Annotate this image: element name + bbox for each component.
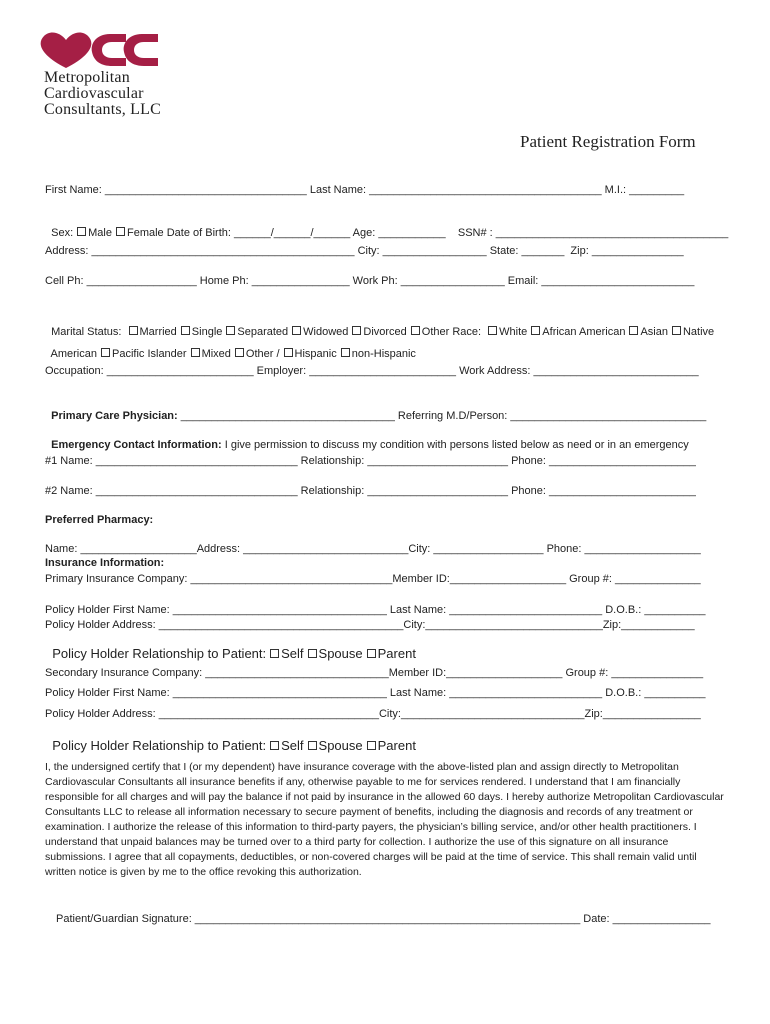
primary-insurance-row[interactable]: Primary Insurance Company: _________________________________Member ID:___________________ Group #: ______________ (45, 573, 701, 585)
male-checkbox[interactable] (77, 227, 86, 236)
contact-1-row[interactable]: #1 Name: _________________________________ Relationship: _______________________ Phone: ________________________ (45, 455, 696, 467)
self-label-2: Self (281, 738, 304, 753)
non-hispanic-label: non-Hispanic (351, 348, 416, 360)
separated-checkbox[interactable] (226, 326, 235, 335)
marital-label: Marital Status: (51, 326, 122, 338)
other-label: Other / (245, 348, 280, 360)
american-label: American (50, 348, 97, 360)
secondary-insurance-row[interactable]: Secondary Insurance Company: ______________________________Member ID:___________________ Group #: _______________ (45, 667, 704, 679)
asian-label: Asian (640, 326, 668, 338)
spouse-checkbox-2[interactable] (308, 741, 317, 750)
pacific-islander-checkbox[interactable] (101, 348, 110, 357)
self-checkbox[interactable] (270, 649, 279, 658)
male-label: Male (88, 227, 112, 239)
separated-label: Separated (237, 326, 289, 338)
white-checkbox[interactable] (488, 326, 497, 335)
divorced-label: Divorced (363, 326, 407, 338)
relationship-row (45, 634, 416, 660)
sex-label: Sex: (51, 227, 74, 239)
spouse-label-2: Spouse (318, 738, 363, 753)
mixed-label: Mixed (201, 348, 231, 360)
logo-text (44, 70, 161, 118)
phone-row[interactable]: Cell Ph: __________________ Home Ph: ________________ Work Ph: _________________ Email: _________________________ (45, 275, 695, 287)
spouse-checkbox[interactable] (308, 649, 317, 658)
single-checkbox[interactable] (181, 326, 190, 335)
female-checkbox[interactable] (116, 227, 125, 236)
signature-row[interactable]: Patient/Guardian Signature: _______________________________________________________________ Date: ________________ (56, 913, 711, 925)
policy-holder-name-row[interactable]: Policy Holder First Name: ___________________________________ Last Name: _________________________ D.O.B.: __________ (45, 604, 706, 616)
race-row-2 (45, 335, 416, 361)
married-checkbox[interactable] (129, 326, 138, 335)
african-american-checkbox[interactable] (531, 326, 540, 335)
other-checkbox[interactable] (235, 348, 244, 357)
secondary-policy-holder-address-row[interactable]: Policy Holder Address: ____________________________________City:______________________________Zip:________________ (45, 708, 701, 720)
married-label: Married (139, 326, 177, 338)
single-label: Single (191, 326, 223, 338)
dob-age-ssn[interactable]: Date of Birth: ______/______/______ Age: ___________ SSN# : ______________________________________ (166, 227, 729, 239)
primary-care-fields[interactable]: ___________________________________ Referring M.D/Person: ________________________________ (177, 410, 707, 422)
form-title: Patient Registration Form (520, 132, 696, 151)
native-label: Native (682, 326, 715, 338)
self-label: Self (281, 646, 304, 661)
mixed-checkbox[interactable] (191, 348, 200, 357)
logo-line-2: Cardiovascular (44, 85, 144, 102)
occupation-row[interactable]: Occupation: ________________________ Employer: ________________________ Work Address: ___________________________ (45, 365, 699, 377)
relationship-row-2 (45, 726, 416, 752)
parent-label-2: Parent (377, 738, 416, 753)
policy-holder-address-row[interactable]: Policy Holder Address: ________________________________________City:_____________________________Zip:____________ (45, 619, 695, 631)
native-checkbox[interactable] (672, 326, 681, 335)
parent-label: Parent (377, 646, 416, 661)
white-label: White (499, 326, 528, 338)
pharmacy-row[interactable]: Name: ___________________Address: ___________________________City: __________________ Phone: ___________________ (45, 543, 701, 555)
self-checkbox-2[interactable] (270, 741, 279, 750)
contact-2-row[interactable]: #2 Name: _________________________________ Relationship: _______________________ Phone: ________________________ (45, 485, 696, 497)
primary-care-row (45, 397, 706, 423)
spouse-label: Spouse (318, 646, 363, 661)
widowed-label: Widowed (303, 326, 349, 338)
asian-checkbox[interactable] (629, 326, 638, 335)
relationship-label: Policy Holder Relationship to Patient: (52, 646, 267, 661)
authorization-paragraph: I, the undersigned certify that I (or my dependent) have insurance coverage with the above-listed plan and assign directly to Metropolitan Cardiovascular Consultants all insurance benefits if any, otherwise payable to me for services rendered. I understand that I am financially responsible for all charges and will pay the balance if not paid by insurance in the allowed 60 days. I hereby authorize Metropolitan Cardiovascular Consultants LLC to release all information necessary to secure payment of benefits, including the diagnosis and records of any treatment or examination. I authorize the release of this information to third-party payers, the physician’s billing service, and/or other health practitioners. I understand that unpaid balances may be turned over to a third party for collection. I authorize the use of this signature on all insurance submissions. I agree that all copayments, deductibles, or non-covered charges will be paid at the time of service. This shall remain valid until written notice is given by me to the office revoking this authorization. (45, 761, 724, 878)
female-label: Female (126, 227, 164, 239)
emergency-label: Emergency Contact Information: (51, 439, 222, 451)
non-hispanic-checkbox[interactable] (341, 348, 350, 357)
parent-checkbox[interactable] (367, 649, 376, 658)
hispanic-checkbox[interactable] (284, 348, 293, 357)
insurance-heading: Insurance Information: (45, 557, 165, 569)
logo-line-1: Metropolitan (44, 69, 130, 86)
other-race-checkbox[interactable] (411, 326, 420, 335)
african-american-label: African American (542, 326, 626, 338)
address-row[interactable]: Address: ___________________________________________ City: _________________ State: _______ Zip: _______________ (45, 245, 684, 257)
logo-line-3: Consultants, LLC (44, 101, 161, 118)
emergency-row (45, 426, 689, 452)
hispanic-label: Hispanic (294, 348, 337, 360)
emergency-text: I give permission to discuss my condition with persons listed below as need or in an emergency (221, 439, 689, 451)
name-row[interactable]: First Name: _________________________________ Last Name: ______________________________________ M.I.: _________ (45, 184, 685, 196)
primary-care-label: Primary Care Physician: (51, 410, 178, 422)
sex-row (45, 214, 728, 240)
pacific-islander-label: Pacific Islander (111, 348, 187, 360)
relationship-label-2: Policy Holder Relationship to Patient: (52, 738, 267, 753)
pharmacy-heading: Preferred Pharmacy: (45, 514, 154, 526)
parent-checkbox-2[interactable] (367, 741, 376, 750)
divorced-checkbox[interactable] (352, 326, 361, 335)
secondary-policy-holder-name-row[interactable]: Policy Holder First Name: ___________________________________ Last Name: _________________________ D.O.B.: __________ (45, 687, 706, 699)
widowed-checkbox[interactable] (292, 326, 301, 335)
other-race-label: Other Race: (421, 326, 482, 338)
